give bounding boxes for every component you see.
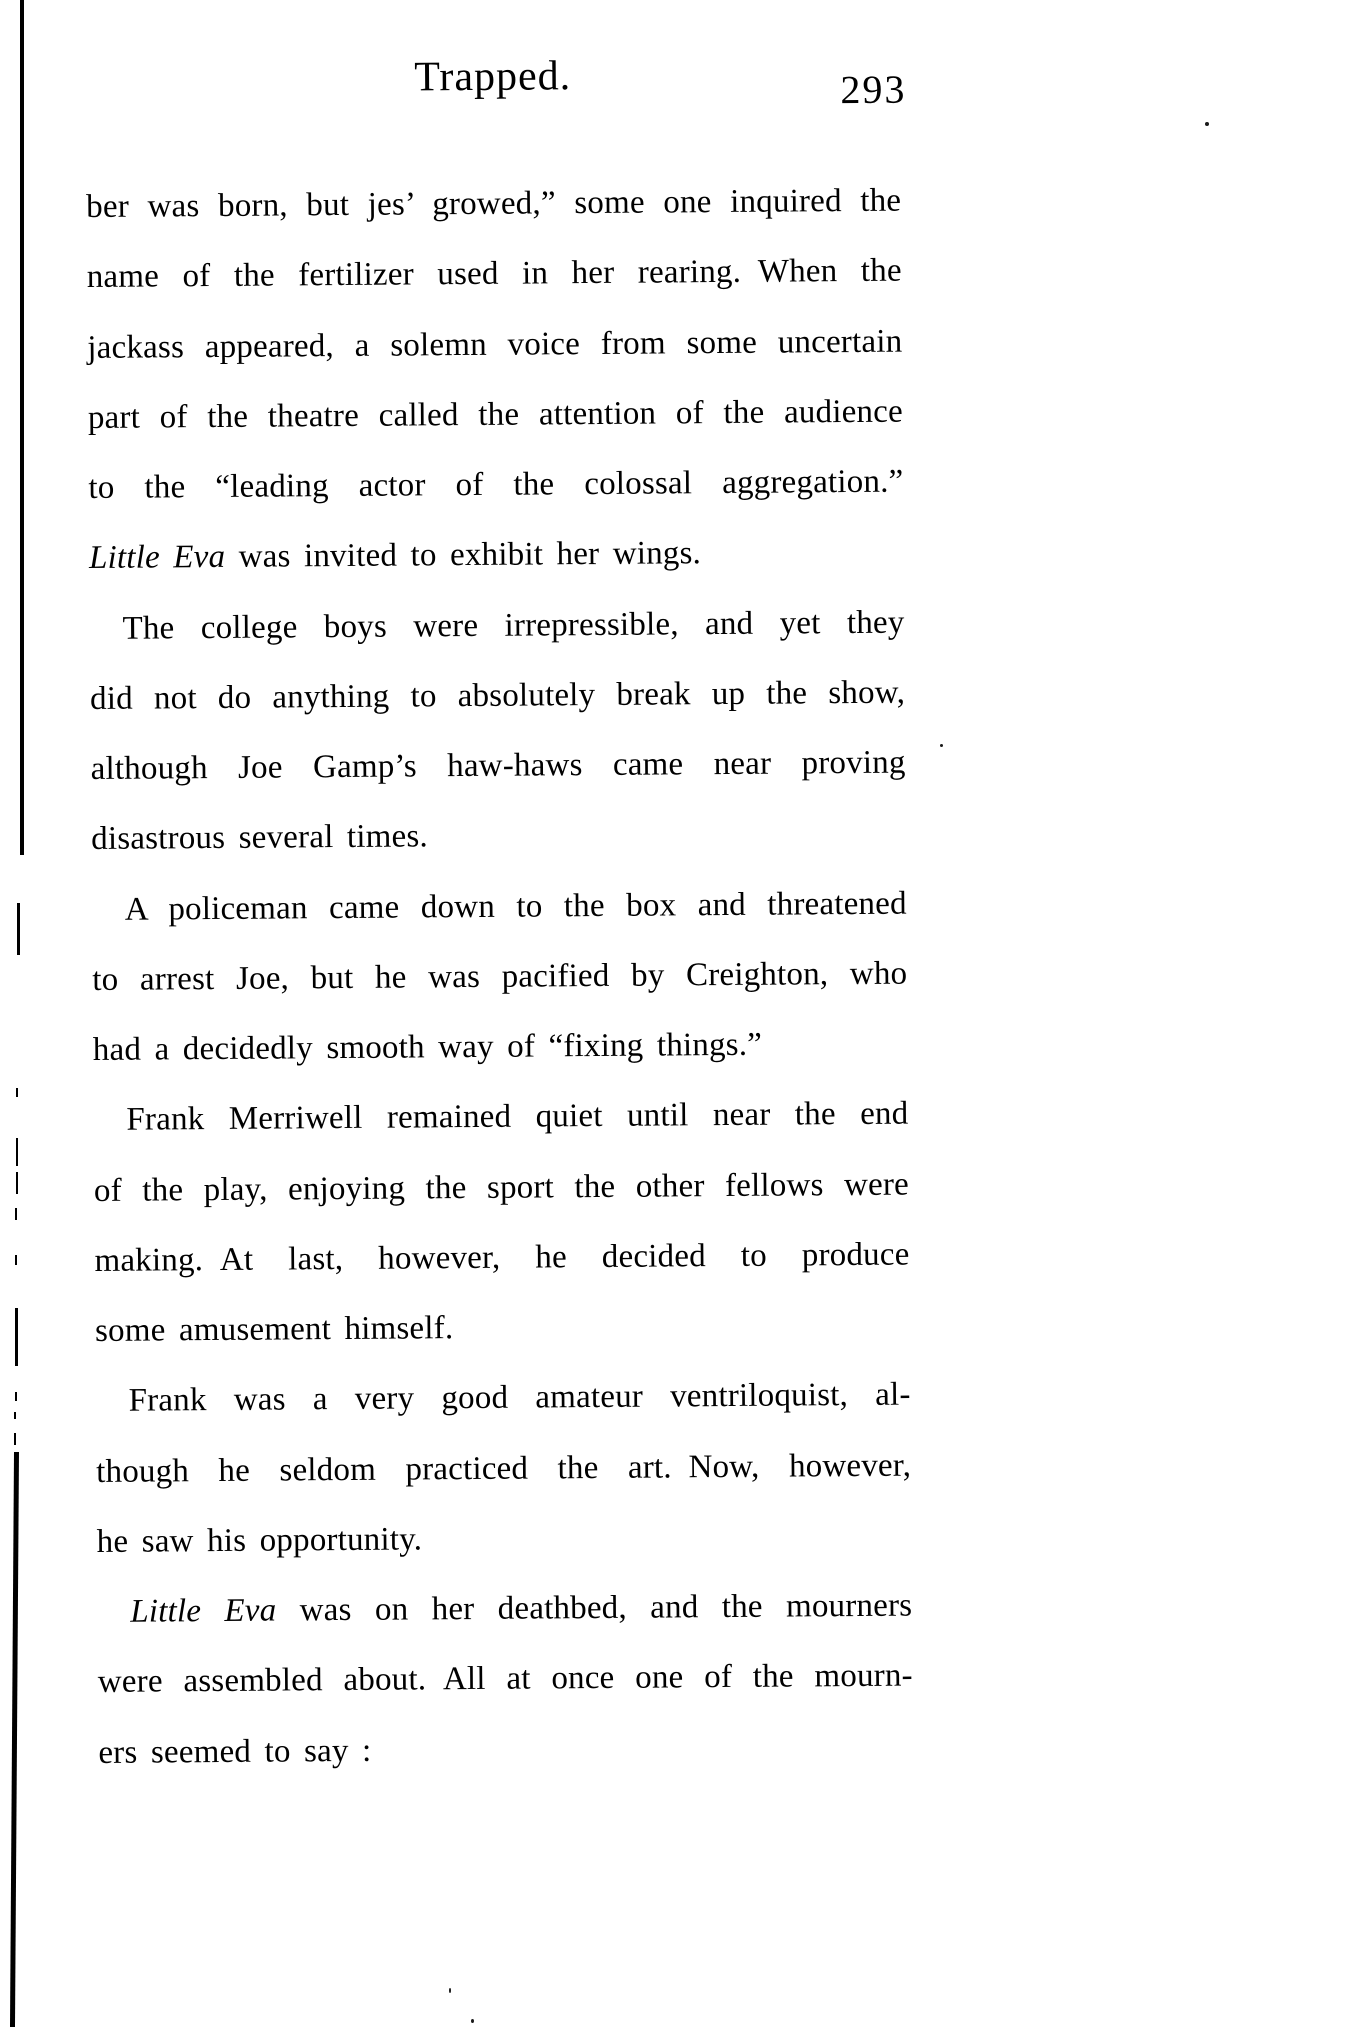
text-line: making. At last, however, he decided to produce [94,1236,910,1279]
text-line: to arrest Joe, but he was pacified by Creighton, who [92,955,908,998]
margin-rule-segment [17,903,20,955]
text-line: of the play, enjoying the sport the other fellows were [93,1166,910,1209]
text-line: Little Eva was invited to exhibit her wings. [88,535,702,577]
margin-rule-segment [15,1255,17,1265]
page-header [85,44,907,172]
margin-rule-segment [15,1308,18,1366]
text-line: some amusement himself. [94,1310,454,1349]
text-line: The college boys were irrepressible, and yet they [122,604,905,647]
text-line: though he seldom practiced the art. Now, however, [96,1447,912,1490]
margin-rule-segment [16,1172,18,1194]
text-line: Frank was a very good amateur ventriloquist, al- [128,1376,911,1419]
running-title: Trapped. [414,53,572,101]
text-line: disastrous several times. [91,818,429,858]
text-line: A policeman came down to the box and threatened [124,885,907,928]
text-line: name of the fertilizer used in her rearing. When the [86,252,902,296]
text-line: Frank Merriwell remained quiet until near the end [126,1095,909,1138]
text-line: were assembled about. All at once one of the mourn- [97,1657,913,1701]
margin-rule-segment [16,1088,18,1097]
page-number: 293 [840,66,907,113]
text-line: had a decidedly smooth way of “fixing things.” [92,1026,763,1068]
margin-rule-segment [15,1208,17,1220]
text-line: he saw his opportunity. [96,1521,423,1560]
margin-rule-segment [14,1412,16,1419]
margin-rule-segment [14,1433,16,1445]
text-line: Little Eva was on her deathbed, and the mourners [130,1587,913,1630]
scan-speck [449,1988,451,1993]
text-lines [86,166,914,1788]
text-line: ber was born, but jes’ growed,” some one inquired the [86,182,902,225]
text-line: part of the theatre called the attention of the audience [87,393,904,436]
scan-speck [1205,122,1209,126]
margin-rule-segment [16,1138,18,1166]
scan-speck [471,2019,474,2023]
text-line: ers seemed to say : [98,1732,372,1771]
page-content [85,44,914,1788]
scan-speck [940,744,943,747]
text-line: although Joe Gamp’s haw-haws came near proving [90,744,906,787]
margin-rule-segment [15,1392,17,1401]
margin-rule-segment [10,1452,19,2027]
text-line: did not do anything to absolutely break up the show, [89,674,906,717]
text-line: to the “leading actor of the colossal aggregation.” [88,463,904,506]
margin-rule-segment [20,0,24,855]
text-line: jackass appeared, a solemn voice from some uncertain [87,323,903,366]
